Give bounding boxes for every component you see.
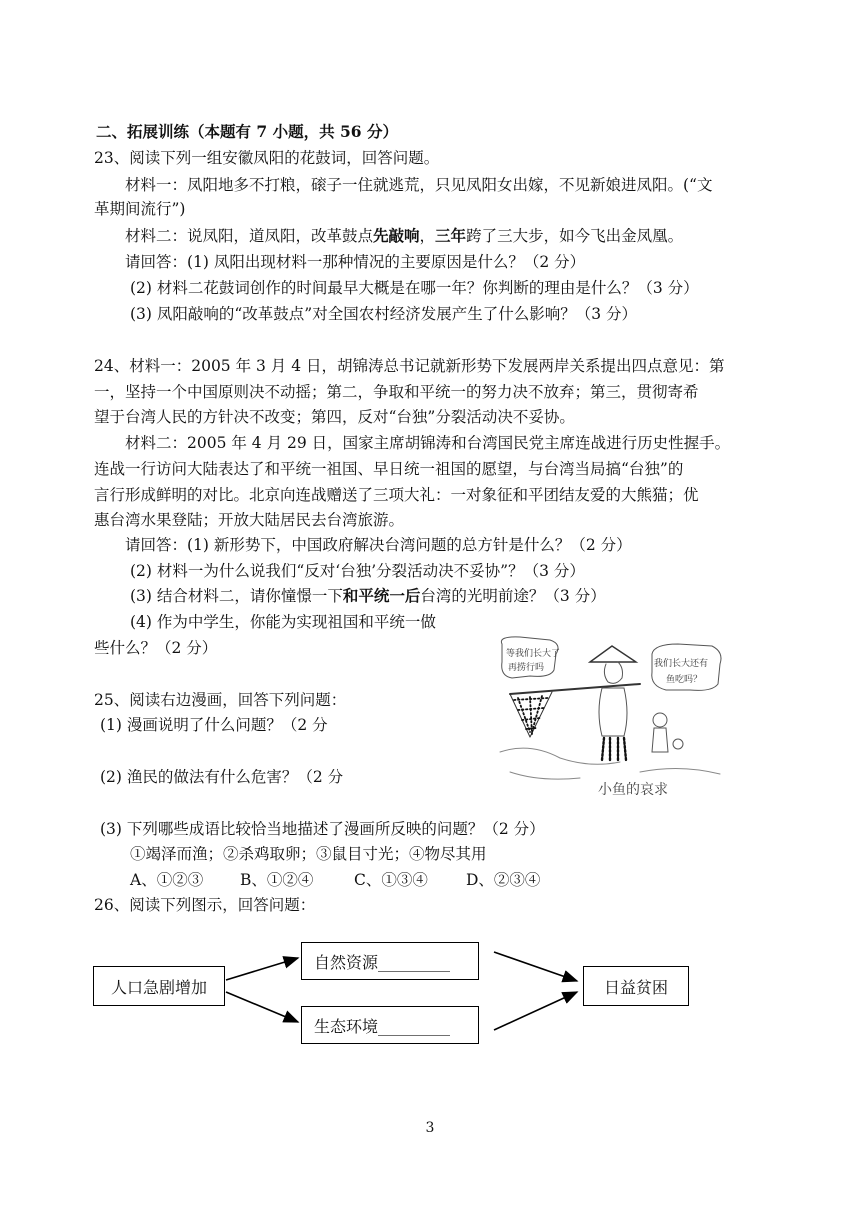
q24-sub3: (3) 结合材料二，请你憧憬一下和平统一后台湾的光明前途？（3 分）: [130, 586, 606, 605]
fishing-net-icon: [510, 692, 552, 737]
cartoon-caption: 小鱼的哀求: [598, 782, 668, 798]
q24-sub1: 请回答：(1) 新形势下，中国政府解决台湾问题的总方针是什么？（2 分）: [125, 536, 632, 554]
bubble-right-line2: 鱼吃吗？: [666, 675, 703, 685]
q24-material2-line4: 惠台湾水果登陆；开放大陆居民去台湾旅游。: [94, 511, 405, 529]
q25-option-a: A、①②③: [130, 871, 204, 889]
fisherman-figure: [599, 662, 627, 762]
section-title: 二、拓展训练（本题有 7 小题，共 56 分）: [96, 122, 398, 141]
fishing-pole: [510, 684, 640, 694]
fishing-cartoon: [490, 632, 790, 802]
q23-material1-line2: 革期间流行”): [94, 200, 186, 218]
q23-sub2: (2) 材料二花鼓词创作的时间最早大概是在哪一年？你判断的理由是什么？（3 分）: [130, 279, 699, 297]
q25-sub1: (1) 漫画说明了什么问题？（2 分: [100, 716, 328, 734]
q24-material1-line2: 一，坚持一个中国原则决不动摇；第二，争取和平统一的努力决不放弃；第三，贯彻寄希: [94, 383, 699, 401]
q24-sub2: (2) 材料一为什么说我们“反对‘台独’分裂活动决不妥协”？（3 分）: [130, 562, 585, 580]
q24-material2-line1: 材料二：2005 年 4 月 29 日，国家主席胡锦涛和台湾国民党主席连战进行历史性握手。: [125, 434, 731, 452]
arrow-ecology-to-poverty-icon: [494, 992, 577, 1030]
q26-stem: 26、阅读下列图示，回答问题：: [94, 896, 316, 914]
fisherman-hat-icon: [590, 646, 636, 662]
diagram-box-natural-resources: 自然资源_________: [301, 942, 479, 980]
page-number: 3: [425, 1120, 435, 1136]
q23-sub3: (3) 凤阳敲响的“改革鼓点”对全国农村经济发展产生了什么影响？（3 分）: [130, 305, 638, 323]
q24-material1-line1: 24、材料一：2005 年 3 月 4 日，胡锦涛总书记就新形势下发展两岸关系提出四点意见：第: [94, 357, 725, 375]
q23-material2: 材料二：说凤阳，道凤阳，改革鼓点先敲响，三年跨了三大步，如今飞出金凤凰。: [125, 226, 684, 245]
bubble-right-line1: 我们长大还有: [654, 659, 709, 669]
q24-material2-line3: 言行形成鲜明的对比。北京向连战赠送了三项大礼：一对象征和平团结友爱的大熊猫；优: [94, 486, 699, 504]
q23-sub1: 请回答：(1) 凤阳出现材料一那种情况的主要原因是什么？（2 分）: [125, 253, 586, 271]
bubble-left-line2: 再捞行吗: [508, 663, 545, 673]
q25-sub2: (2) 渔民的做法有什么危害？（2 分: [100, 768, 344, 786]
q23-material1-line1: 材料一：凤阳地多不打粮，磙子一住就逃荒，只见凤阳女出嫁，不见新娘进凤阳。(“文: [125, 176, 713, 194]
q24-material1-line3: 望于台湾人民的方针决不改变；第四，反对“台独”分裂活动决不妥协。: [94, 408, 575, 426]
q25-stem: 25、阅读右边漫画，回答下列问题：: [94, 691, 347, 709]
diagram-box-poverty: 日益贫困: [583, 966, 689, 1006]
diagram-box-ecology: 生态环境_________: [301, 1006, 479, 1044]
q24-sub4-line1: (4) 作为中学生，你能为实现祖国和平统一做: [130, 613, 436, 631]
q24-sub4-line2: 些什么？（2 分）: [94, 639, 218, 657]
diagram-box-population: 人口急剧增加: [93, 966, 225, 1006]
q25-idioms: ①竭泽而渔；②杀鸡取卵；③鼠目寸光；④物尽其用: [130, 845, 487, 863]
q25-option-c: C、①③④: [354, 871, 428, 889]
bubble-left-line1: 等我们长大了: [506, 649, 561, 659]
arrow-to-resources-icon: [226, 958, 298, 980]
arrow-to-ecology-icon: [226, 992, 298, 1022]
arrow-resources-to-poverty-icon: [494, 952, 577, 981]
small-figure: [652, 713, 683, 752]
q25-option-d: D、②③④: [466, 871, 541, 889]
q23-stem: 23、阅读下列一组安徽凤阳的花鼓词，回答问题。: [94, 149, 440, 167]
q25-sub3: (3) 下列哪些成语比较恰当地描述了漫画所反映的问题？（2 分）: [100, 820, 545, 838]
q25-option-b: B、①②④: [240, 871, 314, 889]
q24-material2-line2: 连战一行访问大陆表达了和平统一祖国、早日统一祖国的愿望，与台湾当局搞“台独”的: [94, 460, 684, 478]
